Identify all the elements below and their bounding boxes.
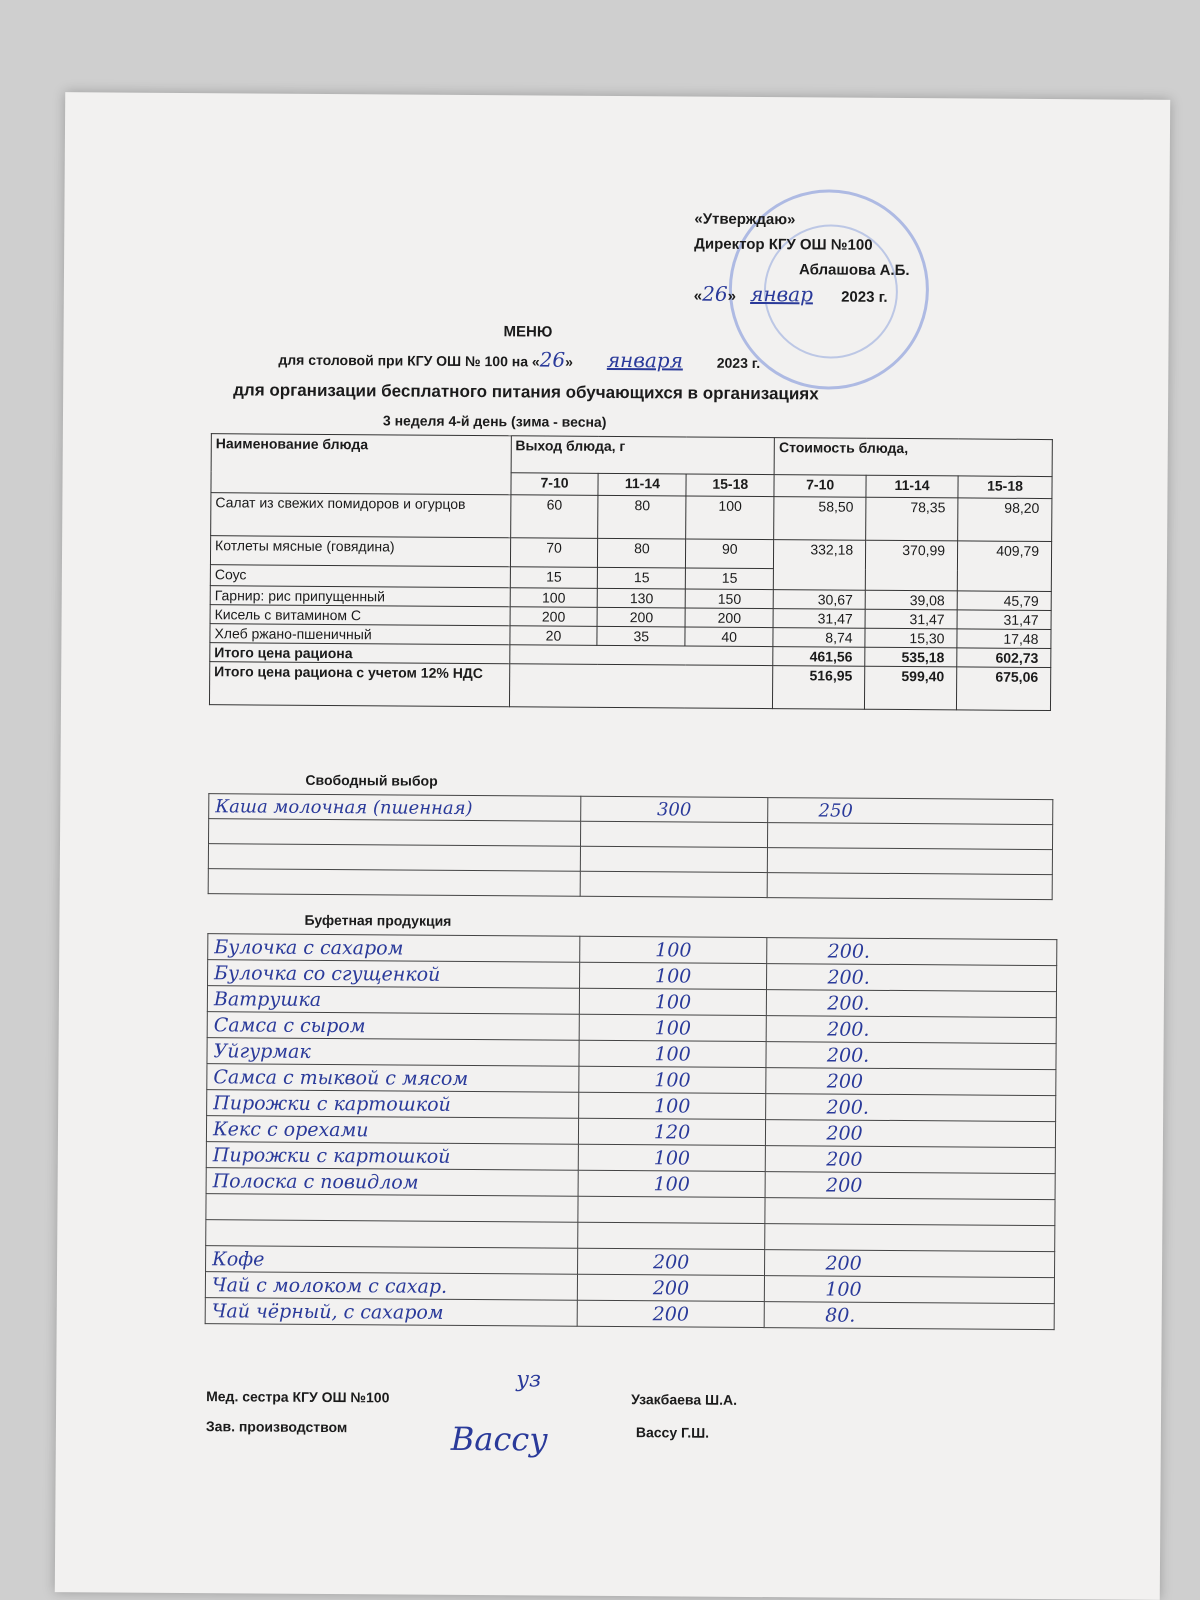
buffet-item-price: 200. [766,1094,1056,1122]
total-label: Итого цена рациона [210,643,510,664]
dish-name: Соус [210,565,510,588]
nurse-name: Узакбаева Ш.А. [631,1391,738,1408]
buffet-item-name [206,1220,578,1249]
buffet-item-name [206,1194,578,1223]
buffet-item-qty: 100 [578,1144,766,1171]
buffet-item-qty: 100 [578,1170,766,1197]
buffet-item-name: Самса с сыром [207,1012,579,1041]
buffet-item-qty [577,1222,765,1249]
buffet-item-price: 200 [765,1172,1055,1200]
buffet-item-name: Кекс с орехами [206,1116,578,1145]
price-15-18: 98,20 [958,498,1052,542]
production-signature: Вассу [450,1419,548,1459]
free-dish-name: Каша молочная (пшенная) [209,794,581,822]
production-label: Зав. производством [205,1418,348,1436]
yield-7-10: 200 [510,607,598,627]
nurse-signature: уз [516,1367,542,1393]
approval-line3: Аблашова А.Б. [798,261,910,280]
dish-name: Котлеты мясные (говядина) [210,536,510,567]
menu-table [209,433,1053,711]
age-yield-15-18: 15-18 [686,474,774,497]
header-cost: Стоимость блюда, [774,438,1052,477]
yield-15-18: 200 [685,608,773,628]
buffet-item-name: Булочка с сахаром [208,934,580,963]
yield-7-10: 70 [510,538,598,568]
yield-11-14: 130 [598,588,686,608]
approval-line1: «Утверждаю» [694,210,796,229]
total-vat-row [209,662,1050,711]
dish-name: Хлеб ржано-пшеничный [210,624,510,645]
yield-7-10: 60 [510,495,598,539]
buffet-item-name: Самса с тыквой с мясом [207,1064,579,1093]
price-7-10: 31,47 [773,609,865,629]
buffet-item-qty: 200 [577,1300,765,1327]
buffet-item-name: Кофе [206,1246,578,1275]
price-7-10: 332,18 [773,540,865,591]
buffet-item-name: Уйгурмак [207,1038,579,1067]
table-row [208,869,1052,900]
price-15-18: 409,79 [957,541,1051,592]
buffet-item-price: 200. [767,938,1057,966]
dish-name: Кисель с витамином С [210,605,510,626]
free-dish-price: 250 [768,798,1053,825]
yield-15-18: 100 [686,496,774,540]
nurse-label: Мед. сестра КГУ ОШ №100 [206,1388,390,1406]
yield-7-10: 20 [509,626,597,646]
buffet-title: Буфетная продукция [304,911,452,929]
buffet-item-name: Булочка со сгущенкой [208,960,580,989]
free-dish-qty: 300 [580,796,768,822]
buffet-item-qty: 100 [579,1040,767,1067]
production-name: Вассу Г.Ш. [635,1424,710,1441]
buffet-item-price: 100 [765,1276,1055,1304]
buffet-item-qty: 200 [577,1248,765,1275]
yield-15-18: 150 [685,589,773,609]
buffet-item-qty [578,1196,766,1223]
yield-15-18: 15 [686,568,774,590]
total-15-18: 602,73 [957,648,1051,668]
total-7-10: 461,56 [773,647,865,667]
buffet-item-qty: 100 [579,962,767,989]
buffet-item-name: Ватрушка [207,986,579,1015]
approval-date-month: январ [750,281,814,307]
price-11-14: 370,99 [865,540,957,591]
menu-month: января [606,347,683,373]
total-vat-label: Итого цена рациона с учетом 12% НДС [209,662,509,707]
free-choice-table [208,793,1054,900]
age-cost-11-14: 11-14 [866,475,958,498]
buffet-item-price: 200 [766,1146,1056,1174]
menu-subtitle: для организации бесплатного питания обучающихся в организациях [233,380,819,404]
menu-day: 26 [539,347,566,372]
menu-date-line: для столовой при КГУ ОШ № 100 на «26» января 2023 г. [278,347,761,373]
buffet-item-qty: 100 [579,988,767,1015]
buffet-item-price: 200 [766,1068,1056,1096]
buffet-item-qty: 100 [578,1092,766,1119]
price-15-18: 17,48 [957,629,1051,649]
price-7-10: 30,67 [773,590,865,610]
buffet-item-price: 200. [767,990,1057,1018]
free-choice-title: Свободный выбор [305,771,438,789]
buffet-item-price: 80. [765,1302,1055,1330]
yield-7-10: 15 [510,567,598,589]
total-vat-11-14: 599,40 [865,666,957,710]
yield-7-10: 100 [510,588,598,608]
buffet-item-qty: 120 [578,1118,766,1145]
price-7-10: 58,50 [774,497,866,541]
buffet-item-price: 200 [765,1250,1055,1278]
header-dish-name: Наименование блюда [211,434,511,495]
buffet-item-name: Пирожки с картошкой [206,1142,578,1171]
table-header-row [211,434,1052,477]
buffet-item-name: Пирожки с картошкой [207,1090,579,1119]
menu-week: 3 неделя 4-й день (зима - весна) [382,412,607,430]
approval-date: «26» январ 2023 г. [693,281,888,307]
yield-11-14: 15 [598,567,686,589]
buffet-item-qty: 100 [579,936,767,963]
total-vat-15-18: 675,06 [957,667,1051,711]
total-vat-7-10: 516,95 [773,666,865,710]
table-row [205,1298,1054,1330]
buffet-item-qty: 200 [577,1274,765,1301]
buffet-item-price [765,1198,1055,1226]
header-yield: Выход блюда, г [511,436,775,475]
price-7-10: 8,74 [773,628,865,648]
age-cost-7-10: 7-10 [774,475,866,498]
menu-year: 2023 г. [716,354,761,372]
dish-name: Салат из свежих помидоров и огурцов [211,493,511,538]
approval-block [694,207,910,311]
age-yield-7-10: 7-10 [511,473,599,496]
buffet-item-qty: 100 [579,1014,767,1041]
yield-11-14: 35 [597,626,685,646]
yield-11-14: 200 [597,607,685,627]
buffet-item-name: Чай чёрный, с сахаром [205,1298,577,1327]
buffet-item-price: 200 [766,1120,1056,1148]
buffet-item-qty: 100 [579,1066,767,1093]
age-yield-11-14: 11-14 [598,473,686,496]
dish-name: Гарнир: рис припущенный [210,586,510,607]
total-11-14: 535,18 [865,647,957,667]
buffet-item-price: 200. [767,1016,1057,1044]
yield-11-14: 80 [598,495,686,539]
approval-date-day: 26 [702,281,728,306]
yield-15-18: 40 [685,627,773,647]
price-11-14: 39,08 [865,590,957,610]
buffet-item-price [765,1224,1055,1252]
price-15-18: 45,79 [957,591,1051,611]
approval-date-year: 2023 г. [841,288,888,306]
yield-15-18: 90 [686,539,774,569]
price-11-14: 31,47 [865,609,957,629]
table-row [211,493,1052,542]
menu-title: МЕНЮ [503,323,553,341]
buffet-item-price: 200. [766,1042,1056,1070]
price-11-14: 78,35 [866,497,958,541]
approval-line2: Директор КГУ ОШ №100 [694,235,873,254]
buffet-item-price: 200. [767,964,1057,992]
yield-11-14: 80 [598,538,686,568]
menu-sheet [55,92,1170,1600]
buffet-table [205,933,1058,1330]
age-cost-15-18: 15-18 [958,476,1052,499]
buffet-item-name: Полоска с повидлом [206,1168,578,1197]
price-11-14: 15,30 [865,628,957,648]
price-15-18: 31,47 [957,610,1051,630]
buffet-item-name: Чай с молоком с сахар. [205,1272,577,1301]
